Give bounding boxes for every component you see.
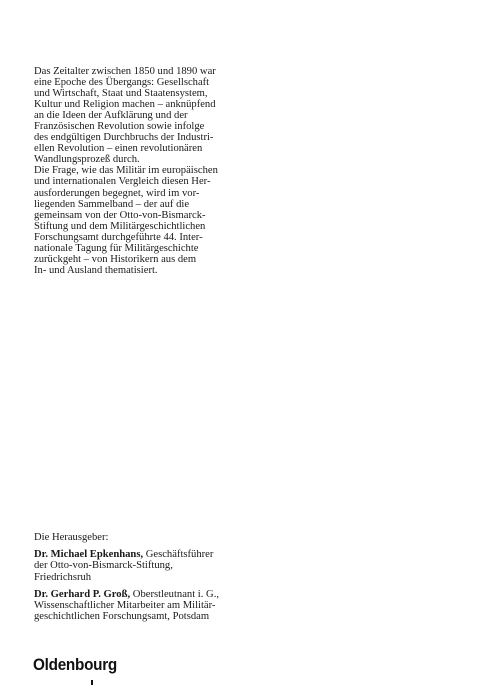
blurb-line: eine Epoche des Übergangs: Gesellschaft: [34, 77, 210, 89]
blurb-line: ellen Revolution – einen revolutionären: [34, 143, 203, 155]
editor-role: Oberstleutnant i. G.,: [130, 588, 219, 600]
logo-mark-icon: [91, 680, 93, 685]
editor-role: geschichtlichen Forschungsamt, Potsdam: [34, 611, 210, 623]
blurb-line: des endgültigen Durchbruchs der Industri-: [34, 132, 214, 144]
blurb-line: Stiftung und dem Militärgeschichtlichen: [34, 220, 206, 232]
editor-entry: [34, 549, 254, 583]
editor-name: Dr. Michael Epkenhans,: [34, 549, 144, 561]
editor-name: Dr. Gerhard P. Groß,: [34, 588, 131, 600]
blurb-line: zurückgeht – von Historikern aus dem: [34, 253, 197, 265]
editor-entry: [34, 589, 254, 623]
blurb-line: Wandlungsprozeß durch.: [34, 154, 140, 166]
blurb-line: Das Zeitalter zwischen 1850 und 1890 war: [34, 66, 216, 77]
editor-role: Wissenschaftlicher Mitarbeiter am Militär-: [34, 600, 216, 612]
blurb-text: [34, 66, 234, 276]
blurb-line: Kultur und Religion machen – anknüpfend: [34, 99, 216, 111]
editors-section: [34, 532, 254, 628]
editors-heading: Die Herausgeber:: [34, 532, 109, 543]
blurb-line: und internationalen Vergleich diesen Her-: [34, 176, 211, 188]
blurb-line: liegenden Sammelband – der auf die: [34, 198, 190, 210]
blurb-line: an die Ideen der Aufklärung und der: [34, 110, 188, 122]
editor-role: der Otto-von-Bismarck-Stiftung,: [34, 560, 173, 572]
blurb-line: und Wirtschaft, Staat und Staatensystem,: [34, 88, 208, 100]
blurb-line: In- und Ausland thematisiert.: [34, 264, 158, 276]
blurb-line: nationale Tagung für Militärgeschichte: [34, 242, 199, 254]
blurb-line: gemeinsam von der Otto-von-Bismarck-: [34, 209, 206, 221]
editor-role: Friedrichsruh: [34, 571, 92, 583]
blurb-line: ausforderungen begegnet, wird im vor-: [34, 187, 200, 199]
blurb-line: Französischen Revolution sowie infolge: [34, 121, 205, 133]
publisher-logo: Oldenbourg: [33, 655, 117, 674]
blurb-line: Die Frage, wie das Militär im europäischen: [34, 165, 218, 177]
editor-role: Geschäftsführer: [143, 549, 214, 561]
blurb-line: Forschungsamt durchgeführte 44. Inter-: [34, 231, 203, 243]
